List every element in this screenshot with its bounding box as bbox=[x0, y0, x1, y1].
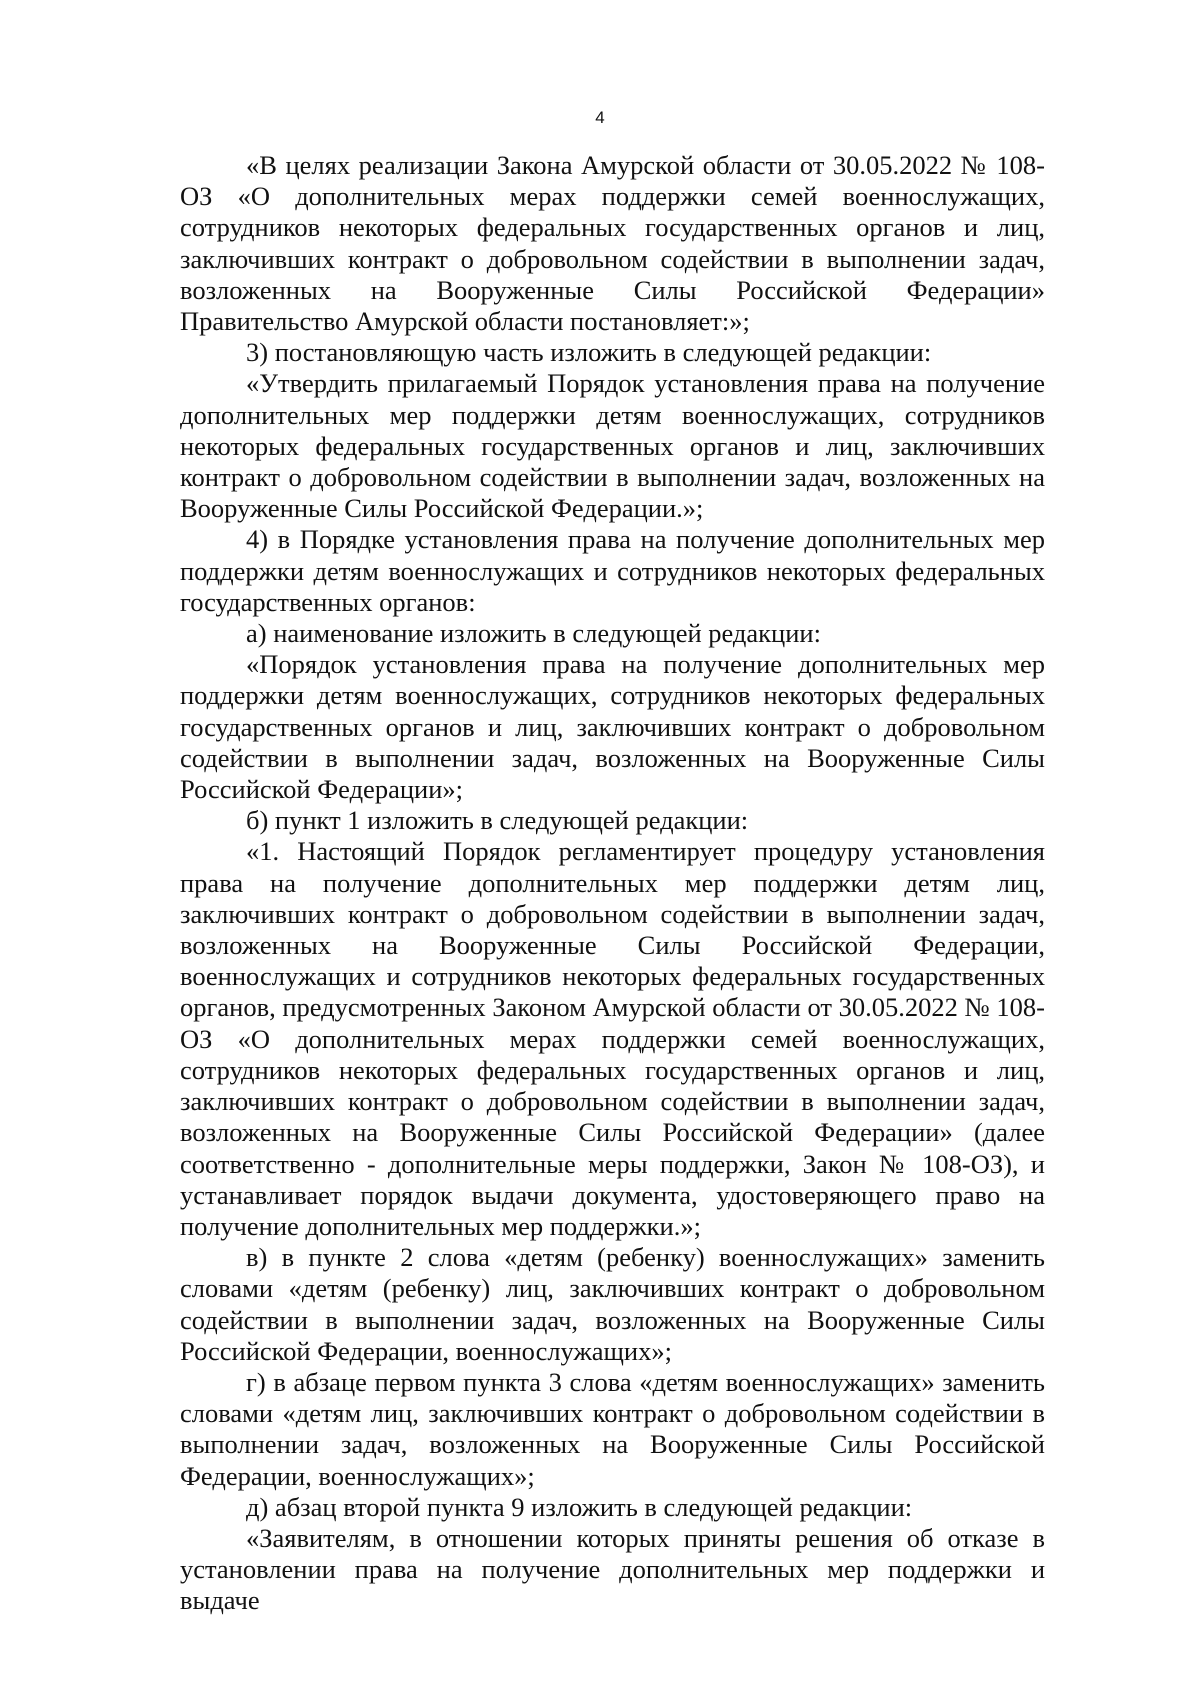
paragraph-subitem-b: б) пункт 1 изложить в следующей редакции: bbox=[246, 805, 749, 836]
paragraph-item-3: 3) постановляющую часть изложить в следующей редакции: bbox=[246, 337, 932, 368]
document-body bbox=[180, 150, 1045, 1617]
paragraph-item-4: 4) в Порядке установления права на получение дополнительных мер поддержки детям военнослужащих и сотрудников некоторых федеральных государственных органов: bbox=[180, 524, 1045, 617]
paragraph-applicants: «Заявителям, в отношении которых приняты решения об отказе в установлении права на получение дополнительных мер поддержки и выдаче bbox=[180, 1522, 1045, 1616]
paragraph-clause-1: «1. Настоящий Порядок регламентирует процедуру установления права на получение дополнительных мер поддержки детям лиц, заключивших контракт о добровольном содействии в выполнении задач, возложенных на Вооруженные Силы Российской Федерации, военнослужащих и сотрудников некоторых федеральных государственных органов, предусмотренных Законом Амурской области от 30.05.2022 № 108-ОЗ «О дополнительных мерах поддержки семей военнослужащих, сотрудников некоторых федеральных государственных органов и лиц, заключивших контракт о добровольном содействии в выполнении задач, возложенных на Вооруженные Силы Российской Федерации» (далее соответственно - дополнительные меры поддержки, Закон № 108-ОЗ), и устанавливает порядок выдачи документа, удостоверяющего право на получение дополнительных мер поддержки.»; bbox=[180, 836, 1045, 1241]
paragraph-subitem-v: в) в пункте 2 слова «детям (ребенку) военнослужащих» заменить словами «детям (ребенку) лиц, заключивших контракт о добровольном содействии в выполнении задач, возложенных на Вооруженные Силы Российской Федерации, военнослужащих»; bbox=[180, 1242, 1045, 1366]
page-number: 4 bbox=[595, 108, 605, 127]
paragraph-order-title: «Порядок установления права на получение дополнительных мер поддержки детям военнослужащих, сотрудников некоторых федеральных государственных органов и лиц, заключивших контракт о добровольном содействии в выполнении задач, возложенных на Вооруженные Силы Российской Федерации»; bbox=[180, 649, 1045, 805]
paragraph-subitem-d: д) абзац второй пункта 9 изложить в следующей редакции: bbox=[246, 1491, 913, 1522]
paragraph-subitem-a: а) наименование изложить в следующей редакции: bbox=[246, 618, 821, 649]
paragraph-subitem-g: г) в абзаце первом пункта 3 слова «детям военнослужащих» заменить словами «детям лиц, заключивших контракт о добровольном содействии в выполнении задач, возложенных на Вооруженные Силы Российской Федерации, военнослужащих»; bbox=[180, 1366, 1045, 1491]
paragraph-preamble: «В целях реализации Закона Амурской области от 30.05.2022 № 108-ОЗ «О дополнительных мерах поддержки семей военнослужащих, сотрудников некоторых федеральных государственных органов и лиц, заключивших контракт о добровольном содействии в выполнении задач, возложенных на Вооруженные Силы Российской Федерации» Правительство Амурской области постановляет:»; bbox=[180, 150, 1045, 337]
paragraph-approve-order: «Утвердить прилагаемый Порядок установления права на получение дополнительных мер поддержки детям военнослужащих, сотрудников некоторых федеральных государственных органов и лиц, заключивших контракт о добровольном содействии в выполнении задач, возложенных на Вооруженные Силы Российской Федерации.»; bbox=[180, 368, 1045, 524]
